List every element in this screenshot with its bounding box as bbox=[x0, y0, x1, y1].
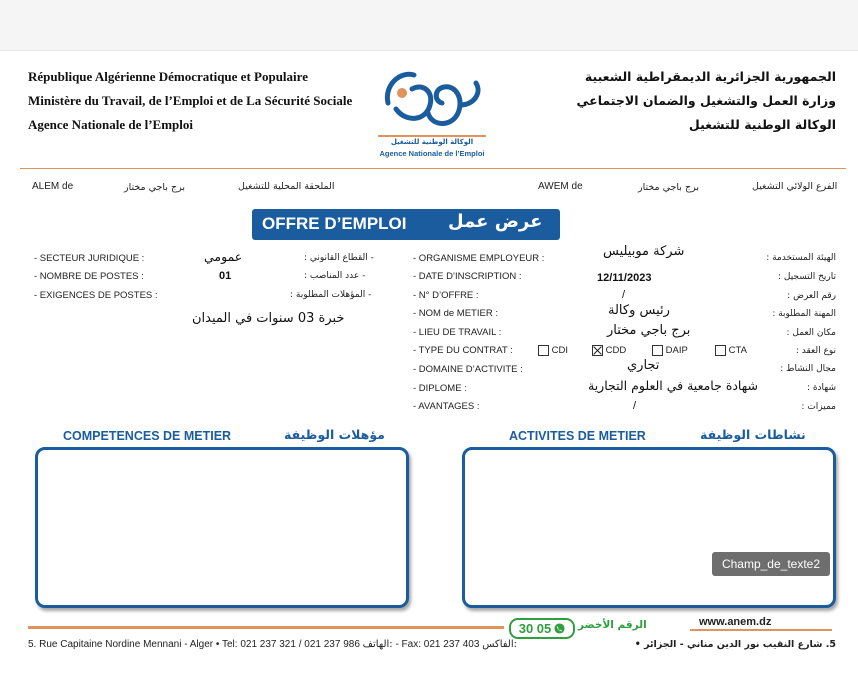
document-page bbox=[0, 51, 858, 700]
viewer-toolbar bbox=[0, 0, 858, 51]
logo-ar-text: الوكالة الوطنية للتشغيل bbox=[390, 138, 474, 146]
postes-label-fr: - NOMBRE DE POSTES : bbox=[34, 271, 144, 282]
secteur-label-fr: - SECTEUR JURIDIQUE : bbox=[34, 253, 145, 264]
metier-value: رئيس وكالة bbox=[608, 303, 670, 318]
header-fr-line1: République Algérienne Démocratique et Populaire bbox=[28, 69, 308, 84]
metier-label-ar: المهنة المطلوبة : bbox=[772, 309, 836, 319]
avantages-value: / bbox=[633, 400, 637, 412]
footer-orange-bar bbox=[28, 626, 504, 629]
form-field-tooltip[interactable]: Champ_de_texte2 bbox=[712, 552, 830, 576]
fax-number: - Fax: 021 237 403 bbox=[395, 639, 480, 650]
lieu-value: برج باجي مختار bbox=[607, 323, 691, 338]
contrat-option-cta[interactable] bbox=[715, 345, 747, 356]
domaine-label-fr: - DOMAINE D’ACTIVITE : bbox=[413, 364, 523, 375]
website-link[interactable]: www.anem.dz bbox=[699, 616, 772, 628]
daip-checkbox[interactable] bbox=[652, 345, 663, 356]
metier-label-fr: - NOM de METIER : bbox=[413, 308, 498, 319]
address-fr: 5. Rue Capitaine Nordine Mennani - Alger • Tel: 021 237 321 / 021 237 986 bbox=[28, 639, 360, 650]
contrat-option-cdi[interactable] bbox=[538, 345, 568, 356]
tel-ar-label: الهاتف: bbox=[362, 639, 393, 650]
date-value: 12/11/2023 bbox=[597, 272, 652, 284]
exigences-label-fr: - EXIGENCES DE POSTES : bbox=[34, 290, 158, 301]
footer-address-fr bbox=[28, 639, 517, 650]
offre-label-ar: رقم العرض : bbox=[787, 291, 836, 301]
daip-label: DAIP bbox=[665, 345, 688, 357]
competences-title-ar: مؤهلات الوظيفة bbox=[284, 427, 385, 442]
footer-orange-bar-right bbox=[690, 629, 832, 631]
awem-ar-label: الفرع الولائي التشغيل bbox=[752, 181, 838, 192]
organisme-label-ar: الهيئة المستخدمة : bbox=[766, 253, 836, 263]
domaine-label-ar: مجال النشاط : bbox=[780, 364, 836, 374]
alem-value: برج باجي مختار bbox=[124, 182, 185, 193]
green-number-label: الرقم الأخضر bbox=[578, 619, 647, 631]
alem-ar-label: الملحقة المحلية للتشغيل bbox=[238, 181, 335, 192]
contrat-label-ar: نوع العقد : bbox=[795, 346, 836, 356]
footer-address-ar: 5. شارع النقيب نور الدين مناني - الجزائر • bbox=[634, 639, 836, 650]
anem-logo-icon bbox=[378, 65, 488, 135]
alem-label: ALEM de bbox=[32, 181, 74, 192]
avantages-label-ar: مميزات : bbox=[801, 402, 836, 412]
activites-title-ar: نشاطات الوظيفة bbox=[700, 427, 806, 442]
diplome-label-fr: - DIPLOME : bbox=[413, 383, 467, 394]
fax-ar-label: الفاكس: bbox=[482, 639, 518, 650]
offre-label-fr: - N° D’OFFRE : bbox=[413, 290, 479, 301]
contrat-option-cdd[interactable] bbox=[592, 345, 626, 356]
header-ar-line2: وزارة العمل والتشغيل والضمان الاجتماعي bbox=[576, 93, 836, 108]
date-label-fr: - DATE D’INSCRIPTION : bbox=[413, 271, 522, 282]
offer-title-fr: OFFRE D’EMPLOI bbox=[262, 214, 407, 233]
green-number-badge bbox=[509, 618, 575, 639]
phone-icon bbox=[554, 623, 565, 634]
exigences-value: خبرة 03 سنوات في الميدان bbox=[192, 311, 345, 326]
awem-value: برج باجي مختار bbox=[638, 182, 699, 193]
diplome-label-ar: شهادة : bbox=[806, 383, 836, 393]
diplome-value: شهادة جامعية في العلوم التجارية bbox=[588, 378, 758, 393]
anem-logo bbox=[378, 65, 488, 161]
offer-title-ar: عرض عمل bbox=[448, 211, 543, 232]
secteur-value: عمومي bbox=[204, 249, 243, 264]
activites-title-fr: ACTIVITES DE METIER bbox=[509, 429, 646, 443]
avantages-label-fr: - AVANTAGES : bbox=[413, 401, 480, 412]
header-divider bbox=[20, 168, 846, 169]
exigences-label-ar: - المؤهلات المطلوبة : bbox=[290, 290, 372, 300]
cta-label: CTA bbox=[728, 345, 747, 357]
contrat-label-fr: - TYPE DU CONTRAT : bbox=[413, 345, 513, 356]
cta-checkbox[interactable] bbox=[715, 345, 726, 356]
awem-label: AWEM de bbox=[538, 181, 583, 192]
offer-title-band bbox=[252, 209, 560, 240]
activites-textbox[interactable] bbox=[462, 447, 836, 608]
competences-textbox[interactable] bbox=[35, 447, 409, 608]
date-label-ar: تاريخ التسجيل : bbox=[778, 272, 836, 282]
domaine-value: تجاري bbox=[627, 358, 660, 373]
secteur-label-ar: - القطاع القانوني : bbox=[304, 253, 374, 263]
header-fr-line2: Ministère du Travail, de l’Emploi et de La Sécurité Sociale bbox=[28, 93, 353, 108]
postes-value: 01 bbox=[219, 270, 232, 282]
cdi-label: CDI bbox=[551, 345, 569, 357]
lieu-label-fr: - LIEU DE TRAVAIL : bbox=[413, 327, 502, 338]
organisme-label-fr: - ORGANISME EMPLOYEUR : bbox=[413, 253, 545, 264]
green-number: 30 05 bbox=[518, 621, 552, 636]
header-fr-line3: Agence Nationale de l’Emploi bbox=[28, 117, 194, 132]
cdd-label: CDD bbox=[605, 345, 627, 357]
cdd-checkbox[interactable] bbox=[592, 345, 603, 356]
offre-value: / bbox=[622, 289, 626, 301]
organisme-value: شركة موبيليس bbox=[603, 244, 685, 259]
cdi-checkbox[interactable] bbox=[538, 345, 549, 356]
header-ar-line1: الجمهورية الجزائرية الديمقراطية الشعبية bbox=[584, 69, 836, 84]
lieu-label-ar: مكان العمل : bbox=[786, 328, 836, 338]
logo-fr-text: Agence Nationale de l’Emploi bbox=[379, 149, 485, 158]
header-ar-line3: الوكالة الوطنية للتشغيل bbox=[688, 117, 836, 132]
postes-label-ar: - عدد المناصب : bbox=[304, 271, 366, 281]
contrat-option-daip[interactable] bbox=[652, 345, 688, 356]
competences-title-fr: COMPETENCES DE METIER bbox=[63, 429, 232, 443]
